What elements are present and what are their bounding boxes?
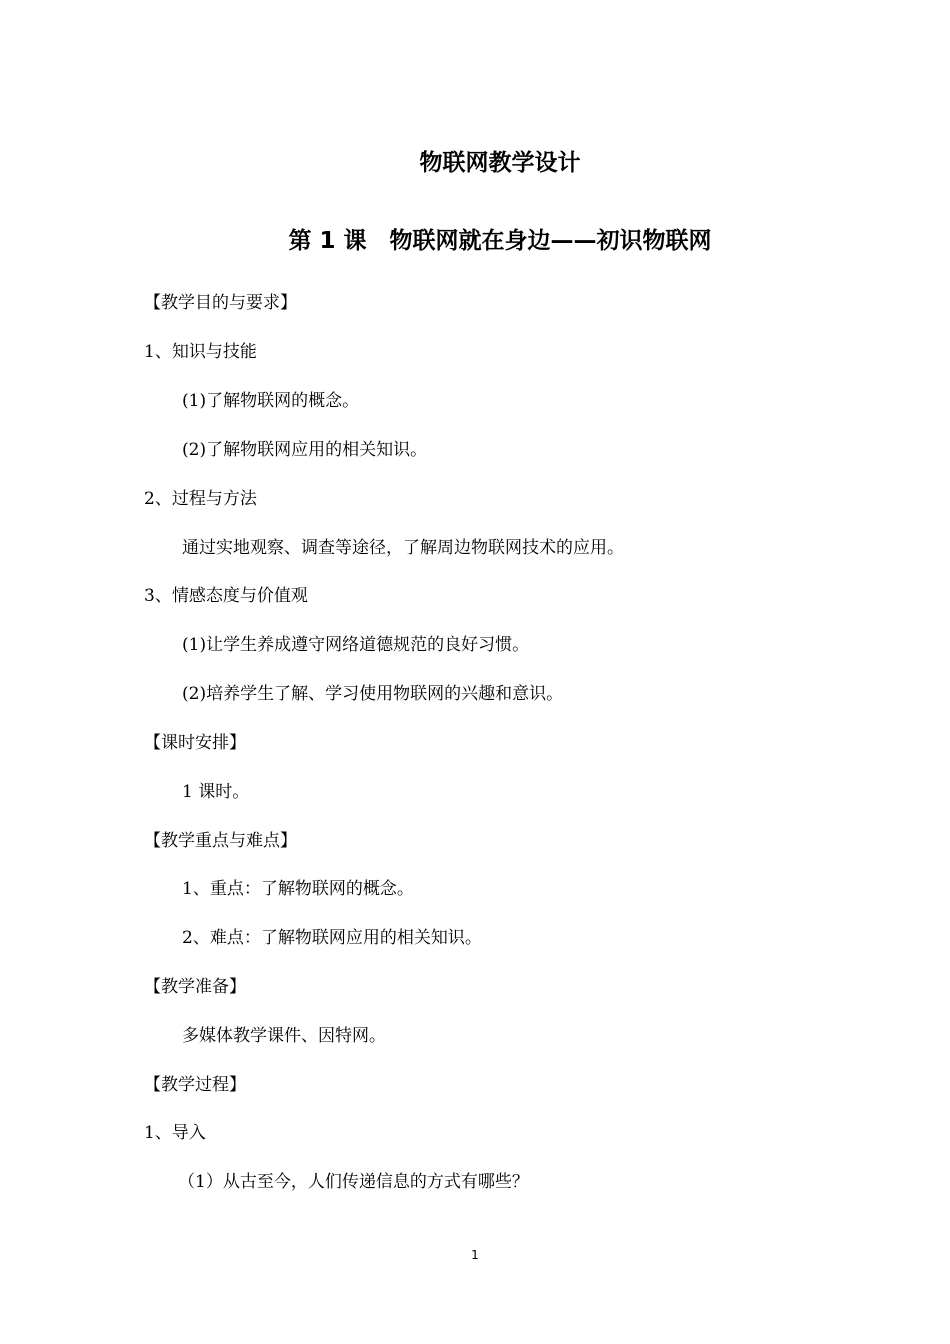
preparation-heading: 【教学准备】 (144, 977, 246, 997)
knowledge-skills-label: 1、知识与技能 (144, 342, 257, 362)
intro-step-label: 1、导入 (144, 1123, 206, 1143)
process-method-label: 2、过程与方法 (144, 489, 257, 509)
attitude-item-1: (1)让学生养成遵守网络道德规范的良好习惯。 (182, 635, 530, 655)
attitude-values-label: 3、情感态度与价值观 (144, 586, 308, 606)
teaching-process-heading: 【教学过程】 (144, 1075, 246, 1095)
document-title: 物联网教学设计 (419, 150, 581, 176)
objectives-heading: 【教学目的与要求】 (144, 293, 297, 313)
page-number: 1 (471, 1248, 479, 1262)
lesson-title: 第 1 课 物联网就在身边——初识物联网 (288, 228, 712, 254)
preparation-text: 多媒体教学课件、因特网。 (182, 1026, 386, 1046)
key-points-heading: 【教学重点与难点】 (144, 831, 297, 851)
attitude-item-2: (2)培养学生了解、学习使用物联网的兴趣和意识。 (182, 684, 564, 704)
intro-question: （1）从古至今，人们传递信息的方式有哪些？ (178, 1172, 529, 1192)
key-point-item: 1、重点：了解物联网的概念。 (182, 879, 414, 899)
difficult-point-item: 2、难点：了解物联网应用的相关知识。 (182, 928, 482, 948)
schedule-text: 1 课时。 (182, 782, 250, 802)
process-method-text: 通过实地观察、调查等途径，了解周边物联网技术的应用。 (182, 538, 624, 558)
knowledge-item-2: (2)了解物联网应用的相关知识。 (182, 440, 428, 460)
schedule-heading: 【课时安排】 (144, 733, 246, 753)
knowledge-item-1: (1)了解物联网的概念。 (182, 391, 360, 411)
